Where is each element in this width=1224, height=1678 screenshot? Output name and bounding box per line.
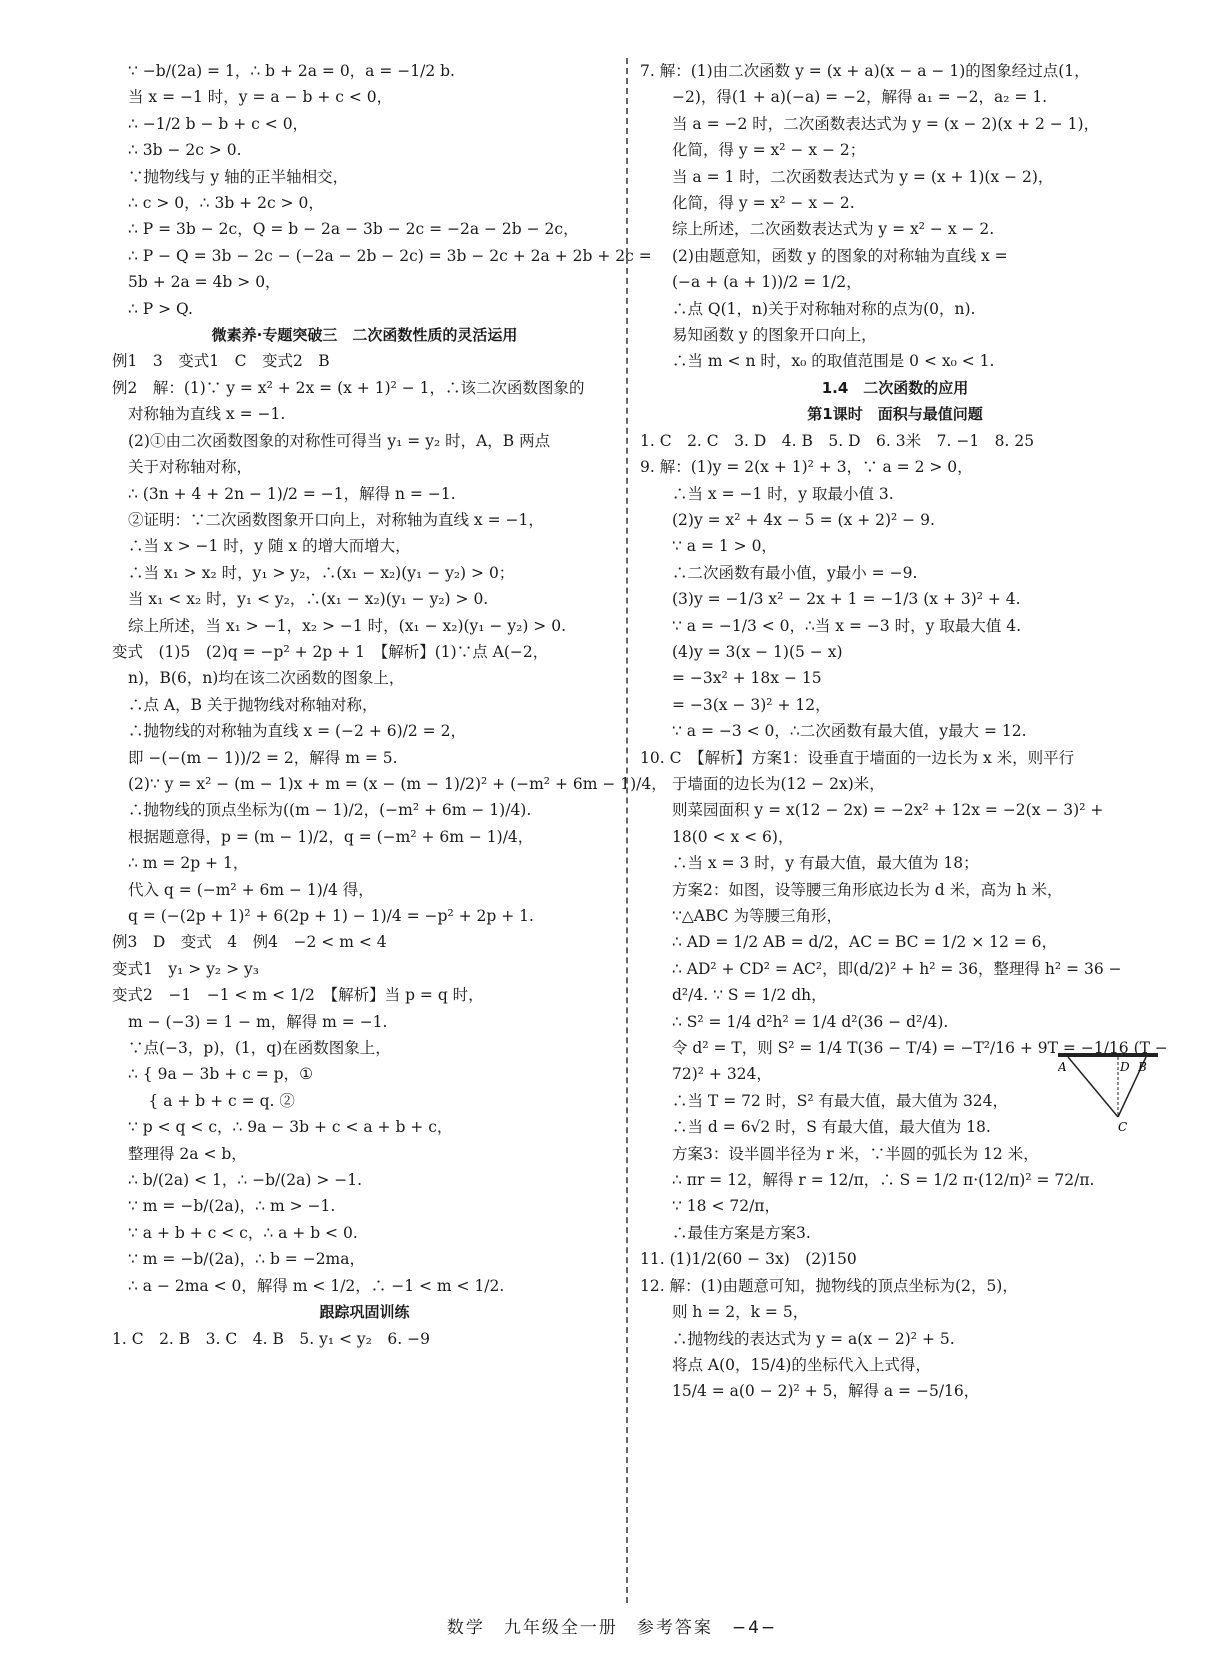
left-column-line: ∵ m = −b/(2a)，∴ m > −1. xyxy=(128,1197,336,1216)
right-column-line: 1.4 二次函数的应用 xyxy=(821,378,969,397)
left-column-line: 5b + 2a = 4b > 0， xyxy=(128,273,281,292)
figure-label-c: C xyxy=(1118,1120,1128,1134)
left-column-line: 代入 q = (−m² + 6m − 1)/4 得， xyxy=(128,880,374,899)
right-column-line: 将点 A(0，15/4)的坐标代入上式得， xyxy=(672,1355,931,1374)
left-column-line: 当 x₁ < x₂ 时，y₁ < y₂，∴(x₁ − x₂)(y₁ − y₂) > 0. xyxy=(128,590,489,609)
right-column-line: 1. C 2. C 3. D 4. B 5. D 6. 3米 7. −1 8. 25 xyxy=(640,431,1035,450)
left-column-line: ∵ a + b + c < c，∴ a + b < 0. xyxy=(128,1223,358,1242)
left-column-line: ∴抛物线的对称轴为直线 x = (−2 + 6)/2 = 2， xyxy=(128,722,466,741)
right-column-line: (4)y = 3(x − 1)(5 − x) xyxy=(672,642,843,661)
left-column-line: 跟踪巩固训练 xyxy=(319,1303,410,1322)
right-column-line: ∵ 18 < 72/π， xyxy=(672,1197,780,1216)
left-column-line: ∴ −1/2 b − b + c < 0， xyxy=(128,114,309,133)
left-column-line: ∵点(−3，p)，(1，q)在函数图象上， xyxy=(128,1039,391,1058)
left-column-line: 即 −(−(m − 1))/2 = 2，解得 m = 5. xyxy=(128,748,398,767)
left-column-line: 变式1 y₁ > y₂ > y₃ xyxy=(112,959,259,978)
left-column-line: 微素养·专题突破三 二次函数性质的灵活运用 xyxy=(211,326,518,345)
right-column-line: 方案3：设半圆半径为 r 米，∵半圆的弧长为 12 米， xyxy=(672,1144,1039,1163)
right-column-line: 9. 解：(1)y = 2(x + 1)² + 3，∵ a = 2 > 0， xyxy=(640,458,973,477)
left-column-line: ∴ 3b − 2c > 0. xyxy=(128,141,242,160)
right-column-line: 则菜园面积 y = x(12 − 2x) = −2x² + 12x = −2(x − 3)² + xyxy=(672,801,1104,820)
left-column-line: ∴ a − 2ma < 0，解得 m < 1/2，∴ −1 < m < 1/2. xyxy=(128,1276,505,1295)
right-column-line: ∴抛物线的表达式为 y = a(x − 2)² + 5. xyxy=(672,1329,955,1348)
left-column-line: ∴ P > Q. xyxy=(128,299,193,318)
right-column-line: ∵ a = −1/3 < 0，∴当 x = −3 时，y 取最大值 4. xyxy=(672,616,1022,635)
left-column-line: 变式2 −1 −1 < m < 1/2 【解析】当 p = q 时， xyxy=(112,986,484,1005)
right-column-line: (2)由题意知，函数 y 的图象的对称轴为直线 x = xyxy=(672,246,1008,265)
right-column-line: 第1课时 面积与最值问题 xyxy=(807,405,983,424)
right-column-line: 则 h = 2，k = 5， xyxy=(672,1303,809,1322)
triangle-figure xyxy=(1058,1047,1158,1137)
right-column-line: (3)y = −1/3 x² − 2x + 1 = −1/3 (x + 3)² + 4. xyxy=(672,590,1021,609)
left-column-line: ∴ P = 3b − 2c，Q = b − 2a − 3b − 2c = −2a − 2b − 2c， xyxy=(128,220,579,239)
right-column-line: 18(0 < x < 6)， xyxy=(672,827,794,846)
left-column-line: (2)∵ y = x² − (m − 1)x + m = (x − (m − 1)/2)² + (−m² + 6m − 1)/4， xyxy=(128,774,667,793)
right-column-line: ∵△ABC 为等腰三角形， xyxy=(672,907,842,925)
right-column-line: 11. (1)1/2(60 − 3x) (2)150 xyxy=(640,1250,857,1269)
right-column-line: 15/4 = a(0 − 2)² + 5，解得 a = −5/16， xyxy=(672,1382,980,1401)
right-column-line: ∵ a = −3 < 0，∴二次函数有最大值，y最大 = 12. xyxy=(672,722,1027,741)
left-column-line: 1. C 2. B 3. C 4. B 5. y₁ < y₂ 6. −9 xyxy=(112,1329,430,1348)
left-column-line: ∴当 x > −1 时，y 随 x 的增大而增大， xyxy=(128,537,411,556)
right-column-line: (2)y = x² + 4x − 5 = (x + 2)² − 9. xyxy=(672,510,935,529)
right-column-line: ∴ AD = 1/2 AB = d/2，AC = BC = 1/2 × 12 = 6， xyxy=(672,933,1058,952)
right-column-line: (−a + (a + 1))/2 = 1/2， xyxy=(672,273,862,292)
left-column-line: 整理得 2a < b， xyxy=(128,1144,247,1163)
left-column-line: 根据题意得，p = (m − 1)/2，q = (−m² + 6m − 1)/4， xyxy=(128,827,534,846)
right-column-line: −2)，得(1 + a)(−a) = −2，解得 a₁ = −2，a₂ = 1. xyxy=(672,88,1048,107)
left-column-line: ②证明：∵二次函数图象开口向上，对称轴为直线 x = −1， xyxy=(128,510,544,529)
left-column xyxy=(112,58,667,1352)
left-column-line: q = (−(2p + 1)² + 6(2p + 1) − 1)/4 = −p² + 2p + 1. xyxy=(128,907,534,925)
right-column-line: ∴当 x = −1 时，y 取最小值 3. xyxy=(672,484,894,503)
left-column-line: ∴抛物线的顶点坐标为((m − 1)/2，(−m² + 6m − 1)/4). xyxy=(128,801,532,820)
left-column-line: ∵ m = −b/(2a)，∴ b = −2ma， xyxy=(128,1250,365,1269)
left-column-line: n)，B(6，n)均在该二次函数的图象上， xyxy=(128,669,405,688)
left-column-line: 关于对称轴对称， xyxy=(128,458,253,477)
page-footer: 数学 九年级全一册 参考答案 −4− xyxy=(446,1618,778,1638)
left-column-line: ∴ (3n + 4 + 2n − 1)/2 = −1，解得 n = −1. xyxy=(128,484,456,503)
left-column-line: ∴当 x₁ > x₂ 时，y₁ > y₂，∴(x₁ − x₂)(y₁ − y₂) > 0； xyxy=(128,563,515,582)
right-column-line: ∴ S² = 1/4 d²h² = 1/4 d²(36 − d²/4). xyxy=(672,1012,949,1031)
left-column-line: ∴ { 9a − 3b + c = p，① xyxy=(128,1065,313,1084)
right-column-line: 7. 解：(1)由二次函数 y = (x + a)(x − a − 1)的图象经过点(1， xyxy=(640,62,1090,80)
left-column-line: ∴点 A，B 关于抛物线对称轴对称， xyxy=(128,695,378,714)
right-column-line: = −3x² + 18x − 15 xyxy=(672,669,822,688)
left-column-line: ∴ P − Q = 3b − 2c − (−2a − 2b − 2c) = 3b − 2c + 2a + 2b + 2c = xyxy=(128,246,652,265)
right-column-line: 方案2：如图，设等腰三角形底边长为 d 米，高为 h 米， xyxy=(672,880,1063,899)
right-column-line: ∴点 Q(1，n)关于对称轴对称的点为(0，n). xyxy=(672,299,976,318)
left-column-line: { a + b + c = q. ② xyxy=(128,1091,295,1110)
right-column-line: 综上所述，二次函数表达式为 y = x² − x − 2. xyxy=(672,220,995,239)
left-column-line: 当 x = −1 时，y = a − b + c < 0， xyxy=(128,88,393,107)
right-column-line: 12. 解：(1)由题意可知，抛物线的顶点坐标为(2，5)， xyxy=(640,1276,1018,1295)
left-column-line: 例2 解：(1)∵ y = x² + 2x = (x + 1)² − 1，∴该二次函数图象的 xyxy=(112,378,585,397)
left-column-line: ∴ m = 2p + 1， xyxy=(128,854,249,873)
left-column-line: ∴ c > 0，∴ 3b + 2c > 0， xyxy=(128,194,324,213)
right-column-line: 10. C 【解析】方案1：设垂直于墙面的一边长为 x 米，则平行 xyxy=(640,748,1075,767)
figure-label-b: B xyxy=(1138,1060,1147,1074)
right-column-line: ∴当 T = 72 时，S² 有最大值，最大值为 324， xyxy=(672,1091,1009,1110)
left-column-line: ∵ −b/(2a) = 1，∴ b + 2a = 0，a = −1/2 b. xyxy=(128,62,455,80)
column-divider xyxy=(626,58,628,1603)
left-column-line: 变式 (1)5 (2)q = −p² + 2p + 1 【解析】(1)∵点 A(−2， xyxy=(112,642,549,661)
figure-label-d: D xyxy=(1120,1060,1130,1074)
right-column-line: ∴二次函数有最小值，y最小 = −9. xyxy=(672,563,918,582)
left-column-line: (2)①由二次函数图象的对称性可得当 y₁ = y₂ 时，A，B 两点 xyxy=(128,431,551,450)
figure-label-a: A xyxy=(1058,1060,1067,1074)
left-column-line: 综上所述，当 x₁ > −1，x₂ > −1 时，(x₁ − x₂)(y₁ − y₂) > 0. xyxy=(128,616,566,635)
right-column-line: 72)² + 324， xyxy=(672,1065,772,1084)
left-column-line: ∵抛物线与 y 轴的正半轴相交， xyxy=(128,167,349,186)
right-column-line: 令 d² = T，则 S² = 1/4 T(36 − T/4) = −T²/16 + 9T = −1/16 (T − xyxy=(672,1039,1168,1058)
right-column-line: ∴ πr = 12，解得 r = 12/π，∴ S = 1/2 π·(12/π)² = 72/π. xyxy=(672,1171,1095,1190)
right-column-line: = −3(x − 3)² + 12， xyxy=(672,695,831,714)
right-column-line: ∴当 x = 3 时，y 有最大值，最大值为 18； xyxy=(672,854,979,873)
right-column-line: ∴当 d = 6√2 时，S 有最大值，最大值为 18. xyxy=(672,1118,991,1137)
right-column-line: 当 a = −2 时，二次函数表达式为 y = (x − 2)(x + 2 − 1)， xyxy=(672,114,1100,133)
left-column-line: 例3 D 变式 4 例4 −2 < m < 4 xyxy=(112,933,387,952)
left-column-line: 例1 3 变式1 C 变式2 B xyxy=(112,352,330,371)
right-column-line: d²/4. ∵ S = 1/2 dh， xyxy=(672,986,827,1005)
right-column-line: 当 a = 1 时，二次函数表达式为 y = (x + 1)(x − 2)， xyxy=(672,167,1054,186)
right-column xyxy=(640,58,1168,1405)
right-column-line: ∵ a = 1 > 0， xyxy=(672,537,777,556)
right-column-line: ∴ AD² + CD² = AC²，即(d/2)² + h² = 36，整理得 h² = 36 − xyxy=(672,959,1122,978)
right-column-line: 化简，得 y = x² − x − 2. xyxy=(672,194,855,213)
left-column-line: ∴ b/(2a) < 1，∴ −b/(2a) > −1. xyxy=(128,1171,363,1190)
right-column-line: ∴最佳方案是方案3. xyxy=(672,1223,811,1242)
left-column-line: 对称轴为直线 x = −1. xyxy=(128,405,286,424)
right-column-line: ∴当 m < n 时，x₀ 的取值范围是 0 < x₀ < 1. xyxy=(672,352,995,371)
right-column-line: 易知函数 y 的图象开口向上， xyxy=(672,326,877,345)
left-column-line: ∵ p < q < c，∴ 9a − 3b + c < a + b + c， xyxy=(128,1118,453,1137)
right-column-line: 化简，得 y = x² − x − 2； xyxy=(672,141,866,160)
left-column-line: m − (−3) = 1 − m，解得 m = −1. xyxy=(128,1012,388,1031)
right-column-line: 于墙面的边长为(12 − 2x)米， xyxy=(672,774,885,793)
